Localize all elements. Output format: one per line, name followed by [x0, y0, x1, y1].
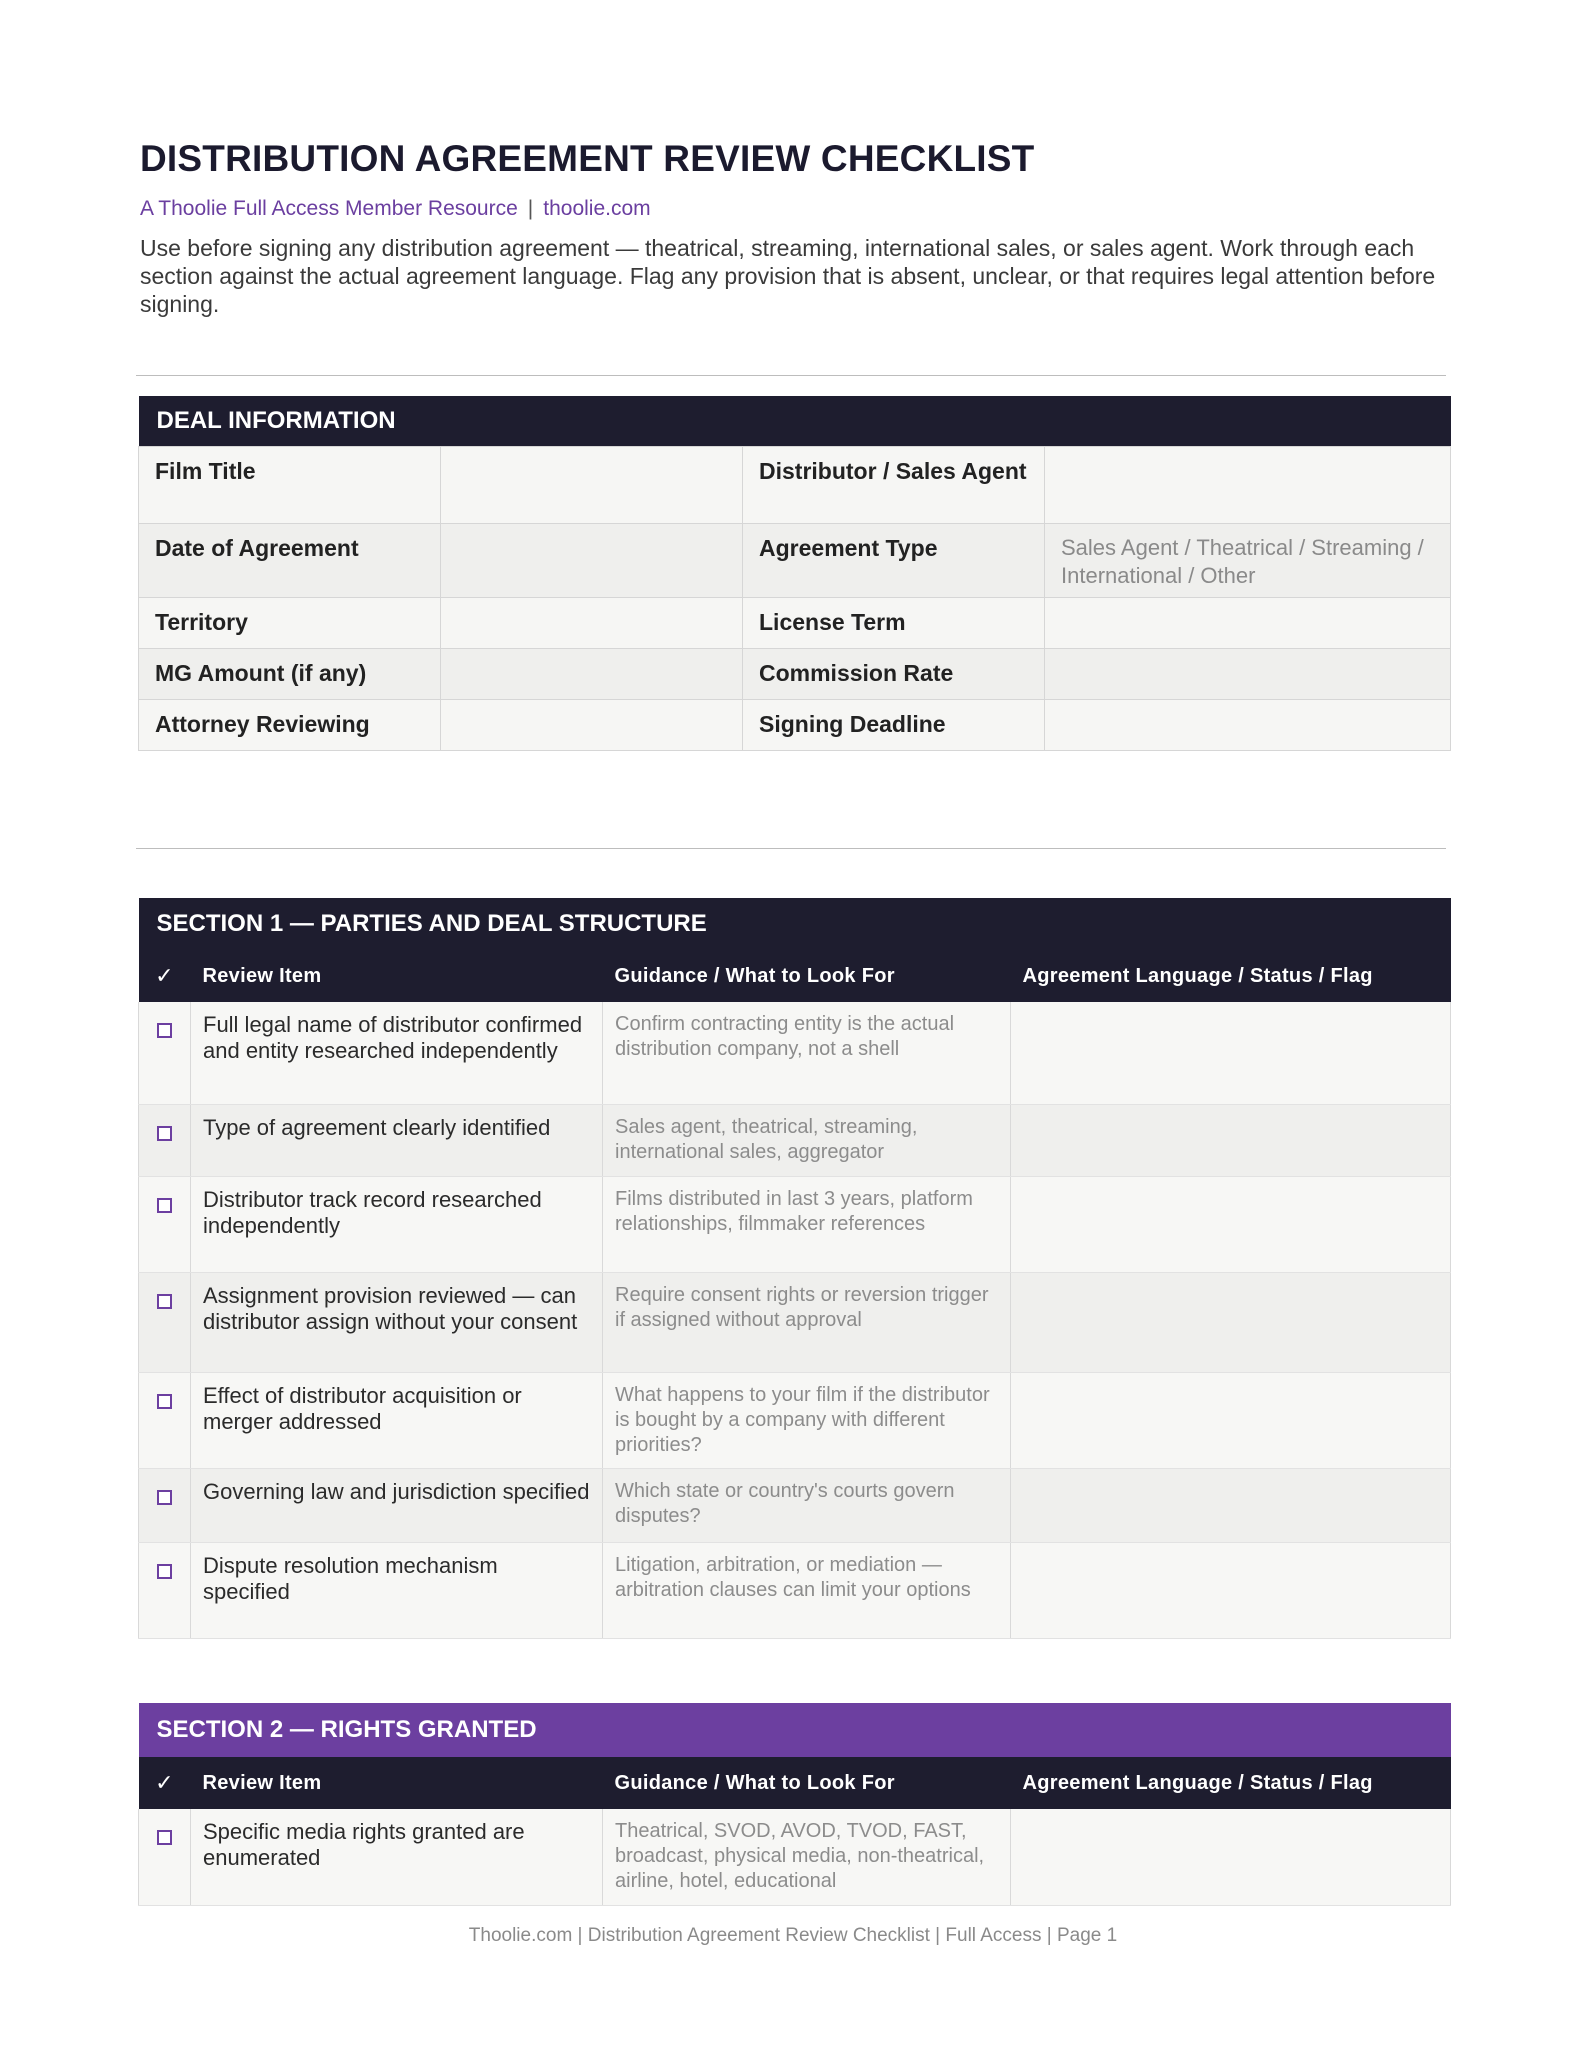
checkbox-icon [157, 1023, 172, 1038]
page-title: DISTRIBUTION AGREEMENT REVIEW CHECKLIST [140, 138, 1035, 179]
status-flag-field[interactable] [1011, 1176, 1451, 1272]
flag-column-header: Agreement Language / Status / Flag [1011, 950, 1451, 1002]
status-flag-field[interactable] [1011, 1542, 1451, 1638]
guidance-column-header: Guidance / What to Look For [603, 950, 1011, 1002]
table-row [139, 1104, 1451, 1176]
table-row [139, 1176, 1451, 1272]
row-checkbox[interactable] [139, 1272, 191, 1372]
checkbox-icon [157, 1198, 172, 1213]
agreement-type-field[interactable]: Sales Agent / Theatrical / Streaming / International / Other [1045, 524, 1451, 598]
deal-row [139, 598, 1451, 649]
review-item: Assignment provision reviewed — can distributor assign without your consent [191, 1272, 603, 1372]
column-header-row [139, 1757, 1451, 1809]
deal-information-table [138, 396, 1451, 751]
review-item-column-header: Review Item [191, 1757, 603, 1809]
row-checkbox[interactable] [139, 1542, 191, 1638]
guidance-text: Require consent rights or reversion trigger if assigned without approval [603, 1272, 1011, 1372]
deal-row [139, 447, 1451, 524]
guidance-column-header: Guidance / What to Look For [603, 1757, 1011, 1809]
review-item: Full legal name of distributor confirmed and entity researched independently [191, 1002, 603, 1104]
table-row [139, 1809, 1451, 1905]
row-checkbox[interactable] [139, 1104, 191, 1176]
section-2-heading: SECTION 2 — RIGHTS GRANTED [139, 1703, 1451, 1757]
subtitle-link[interactable]: thoolie.com [543, 197, 651, 220]
review-item: Specific media rights granted are enumerated [191, 1809, 603, 1905]
guidance-text: Films distributed in last 3 years, platform relationships, filmmaker references [603, 1176, 1011, 1272]
table-row [139, 1002, 1451, 1104]
status-flag-field[interactable] [1011, 1372, 1451, 1468]
subtitle [140, 197, 651, 221]
checkbox-icon [157, 1490, 172, 1505]
guidance-text: Confirm contracting entity is the actual distribution company, not a shell [603, 1002, 1011, 1104]
check-column-header: ✓ [139, 1757, 191, 1809]
row-checkbox[interactable] [139, 1809, 191, 1905]
date-of-agreement-label: Date of Agreement [139, 524, 441, 598]
deal-row [139, 524, 1451, 598]
review-item: Dispute resolution mechanism specified [191, 1542, 603, 1638]
section-1-table [138, 898, 1451, 1639]
row-checkbox[interactable] [139, 1468, 191, 1542]
deal-row [139, 700, 1451, 751]
checkbox-icon [157, 1394, 172, 1409]
review-item: Effect of distributor acquisition or merger addressed [191, 1372, 603, 1468]
table-row [139, 1542, 1451, 1638]
review-item: Type of agreement clearly identified [191, 1104, 603, 1176]
film-title-label: Film Title [139, 447, 441, 524]
status-flag-field[interactable] [1011, 1104, 1451, 1176]
intro-paragraph: Use before signing any distribution agreement — theatrical, streaming, international sales, or sales agent. Work through each section against the actual agreement language. Flag any provision that is absent, unclear, or that requires legal attention before signing. [140, 235, 1436, 317]
divider [136, 375, 1446, 376]
commission-rate-label: Commission Rate [743, 649, 1045, 700]
film-title-field[interactable] [441, 447, 743, 524]
status-flag-field[interactable] [1011, 1468, 1451, 1542]
territory-label: Territory [139, 598, 441, 649]
checkbox-icon [157, 1830, 172, 1845]
review-item: Distributor track record researched independently [191, 1176, 603, 1272]
page-footer: Thoolie.com | Distribution Agreement Review Checklist | Full Access | Page 1 [468, 1925, 1118, 1946]
date-of-agreement-field[interactable] [441, 524, 743, 598]
attorney-reviewing-field[interactable] [441, 700, 743, 751]
guidance-text: What happens to your film if the distributor is bought by a company with different priorities? [603, 1372, 1011, 1468]
territory-field[interactable] [441, 598, 743, 649]
guidance-text: Theatrical, SVOD, AVOD, TVOD, FAST, broadcast, physical media, non-theatrical, airline, hotel, educational [603, 1809, 1011, 1905]
review-item: Governing law and jurisdiction specified [191, 1468, 603, 1542]
table-row [139, 1468, 1451, 1542]
divider [136, 848, 1446, 849]
mg-amount-label: MG Amount (if any) [139, 649, 441, 700]
signing-deadline-label: Signing Deadline [743, 700, 1045, 751]
attorney-reviewing-label: Attorney Reviewing [139, 700, 441, 751]
deal-row [139, 649, 1451, 700]
review-item-column-header: Review Item [191, 950, 603, 1002]
license-term-field[interactable] [1045, 598, 1451, 649]
guidance-text: Litigation, arbitration, or mediation — arbitration clauses can limit your options [603, 1542, 1011, 1638]
check-column-header: ✓ [139, 950, 191, 1002]
checkbox-icon [157, 1294, 172, 1309]
table-row [139, 1272, 1451, 1372]
checkbox-icon [157, 1126, 172, 1141]
license-term-label: License Term [743, 598, 1045, 649]
subtitle-separator: | [527, 197, 534, 220]
status-flag-field[interactable] [1011, 1272, 1451, 1372]
row-checkbox[interactable] [139, 1372, 191, 1468]
signing-deadline-field[interactable] [1045, 700, 1451, 751]
table-row [139, 1372, 1451, 1468]
distributor-label: Distributor / Sales Agent [743, 447, 1045, 524]
agreement-type-label: Agreement Type [743, 524, 1045, 598]
subtitle-resource: A Thoolie Full Access Member Resource [140, 197, 518, 220]
distributor-field[interactable] [1045, 447, 1451, 524]
checkbox-icon [157, 1564, 172, 1579]
row-checkbox[interactable] [139, 1002, 191, 1104]
commission-rate-field[interactable] [1045, 649, 1451, 700]
row-checkbox[interactable] [139, 1176, 191, 1272]
section-2-table [138, 1703, 1451, 1906]
guidance-text: Sales agent, theatrical, streaming, international sales, aggregator [603, 1104, 1011, 1176]
guidance-text: Which state or country's courts govern disputes? [603, 1468, 1011, 1542]
mg-amount-field[interactable] [441, 649, 743, 700]
column-header-row [139, 950, 1451, 1002]
section-1-heading: SECTION 1 — PARTIES AND DEAL STRUCTURE [139, 898, 1451, 950]
status-flag-field[interactable] [1011, 1809, 1451, 1905]
deal-information-heading: DEAL INFORMATION [139, 396, 1451, 447]
status-flag-field[interactable] [1011, 1002, 1451, 1104]
flag-column-header: Agreement Language / Status / Flag [1011, 1757, 1451, 1809]
